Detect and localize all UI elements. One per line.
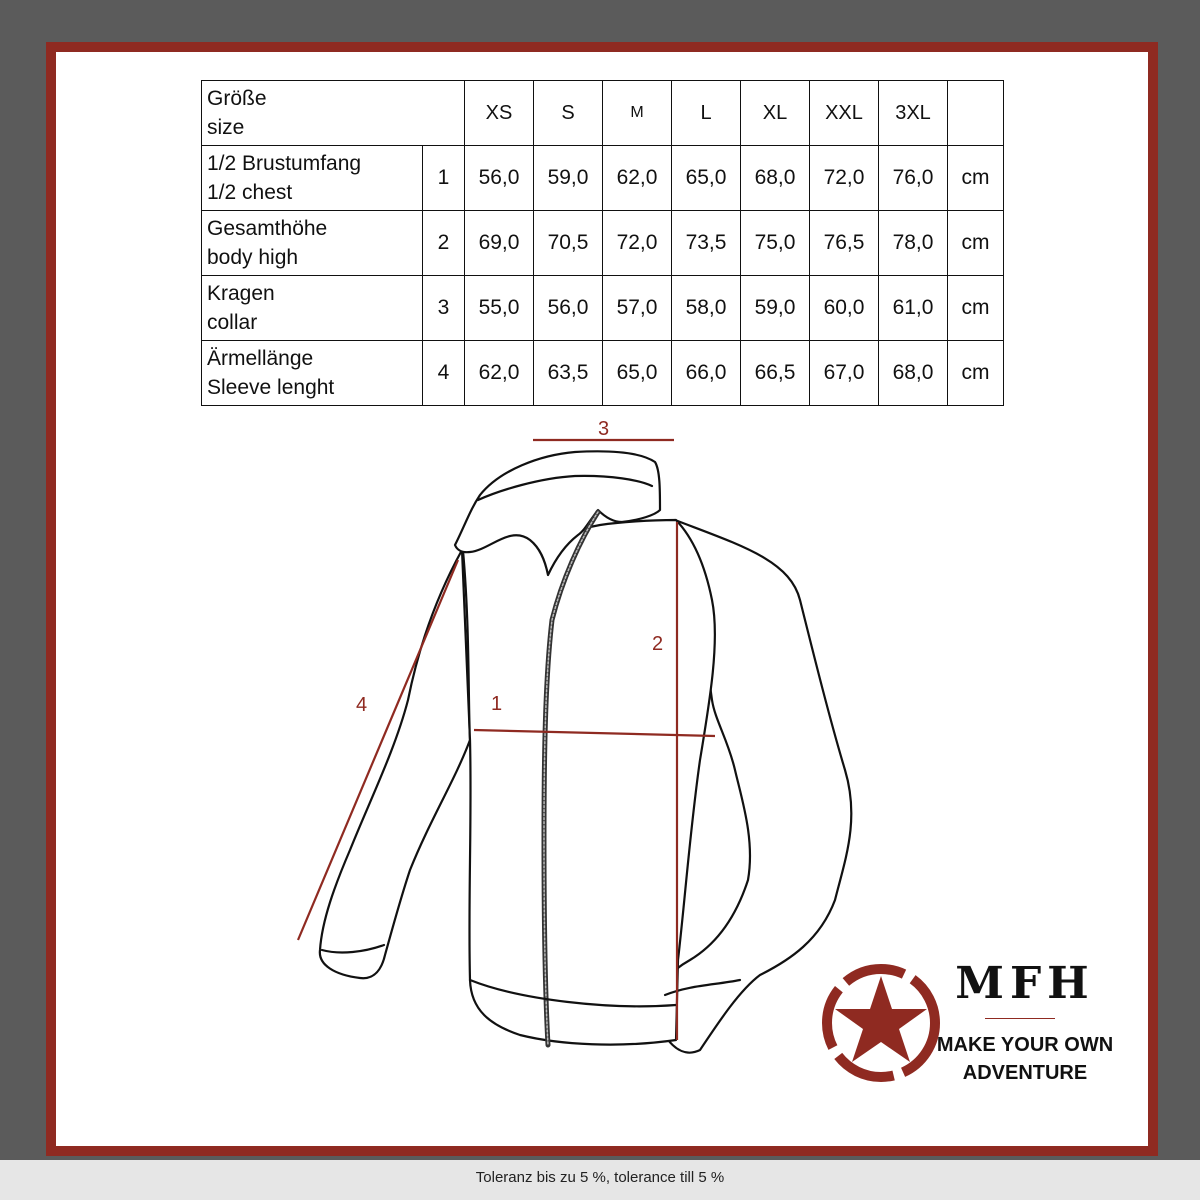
table-cell: 73,5 <box>672 211 741 276</box>
jacket-outline <box>320 451 852 1052</box>
header-label-de: Größe <box>207 87 267 110</box>
size-header-xs: XS <box>465 81 534 146</box>
size-header-3xl: 3XL <box>879 81 948 146</box>
row-unit: cm <box>948 341 1004 406</box>
slogan-line-1: MAKE YOUR OWN <box>936 1034 1114 1056</box>
marker-2-label: 2 <box>652 633 664 655</box>
brand-divider <box>985 1018 1055 1019</box>
table-cell: 75,0 <box>741 211 810 276</box>
table-cell: 59,0 <box>741 276 810 341</box>
row-label-en: 1/2 chest <box>207 181 293 204</box>
table-cell: 62,0 <box>603 146 672 211</box>
table-cell: 78,0 <box>879 211 948 276</box>
table-cell: 60,0 <box>810 276 879 341</box>
table-cell: 59,0 <box>534 146 603 211</box>
table-cell: 62,0 <box>465 341 534 406</box>
row-number: 2 <box>423 211 465 276</box>
row-unit: cm <box>948 146 1004 211</box>
table-cell: 66,0 <box>672 341 741 406</box>
row-unit: cm <box>948 276 1004 341</box>
header-label-en: size <box>207 116 245 139</box>
table-cell: 61,0 <box>879 276 948 341</box>
marker-4-label: 4 <box>356 694 368 716</box>
row-label-en: Sleeve lenght <box>207 376 335 399</box>
table-cell: 58,0 <box>672 276 741 341</box>
table-cell: 66,5 <box>741 341 810 406</box>
row-label-en: body high <box>207 246 299 269</box>
row-label-en: collar <box>207 311 258 334</box>
table-cell: 72,0 <box>810 146 879 211</box>
tolerance-note: Toleranz bis zu 5 %, tolerance till 5 % <box>0 1160 1200 1200</box>
table-cell: 68,0 <box>879 341 948 406</box>
star-icon <box>827 969 935 1077</box>
table-cell: 56,0 <box>534 276 603 341</box>
brand-title: MFH <box>955 958 1095 1009</box>
table-cell: 76,5 <box>810 211 879 276</box>
table-cell: 65,0 <box>603 341 672 406</box>
table-cell: 63,5 <box>534 341 603 406</box>
row-label-de: Kragen <box>207 282 275 305</box>
table-cell: 69,0 <box>465 211 534 276</box>
size-header-l: L <box>672 81 741 146</box>
size-header-m: M <box>603 81 672 146</box>
table-cell: 65,0 <box>672 146 741 211</box>
table-cell: 76,0 <box>879 146 948 211</box>
slogan-line-2: ADVENTURE <box>962 1062 1088 1084</box>
brand-slogan <box>930 1031 1120 1087</box>
row-number: 1 <box>423 146 465 211</box>
table-cell: 56,0 <box>465 146 534 211</box>
size-header-xxl: XXL <box>810 81 879 146</box>
marker-1-label: 1 <box>491 693 503 715</box>
size-header-xl: XL <box>741 81 810 146</box>
table-cell: 68,0 <box>741 146 810 211</box>
marker-3-label: 3 <box>598 418 610 440</box>
row-number: 3 <box>423 276 465 341</box>
table-cell: 55,0 <box>465 276 534 341</box>
table-cell: 72,0 <box>603 211 672 276</box>
row-unit: cm <box>948 211 1004 276</box>
row-label-de: Ärmellänge <box>207 347 314 370</box>
table-cell: 67,0 <box>810 341 879 406</box>
row-number: 4 <box>423 341 465 406</box>
table-cell: 57,0 <box>603 276 672 341</box>
row-label-de: 1/2 Brustumfang <box>207 152 362 175</box>
row-label-de: Gesamthöhe <box>207 217 328 240</box>
table-cell: 70,5 <box>534 211 603 276</box>
size-header-s: S <box>534 81 603 146</box>
